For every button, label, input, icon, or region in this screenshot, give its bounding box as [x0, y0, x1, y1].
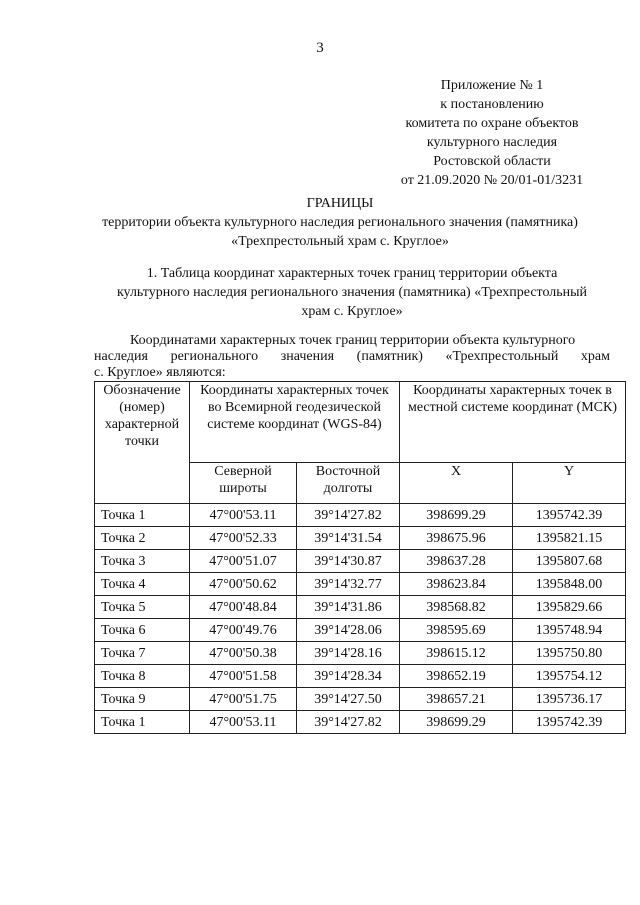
- appendix-line: комитета по охране объектов: [405, 116, 579, 131]
- longitude-cell: 39°14'27.82: [297, 711, 400, 734]
- header-lat: Северной широты: [190, 463, 297, 504]
- table-row: [95, 504, 626, 527]
- point-name-cell: Точка 1: [95, 504, 190, 527]
- appendix-block: [392, 76, 592, 190]
- longitude-cell: 39°14'32.77: [297, 573, 400, 596]
- header-point-label: Обозначение (номер) характерной точки: [95, 382, 190, 504]
- longitude-cell: 39°14'27.82: [297, 504, 400, 527]
- y-coordinate-cell: 1395807.68: [513, 550, 626, 573]
- table-row: [95, 665, 626, 688]
- x-coordinate-cell: 398623.84: [400, 573, 513, 596]
- point-name-cell: Точка 9: [95, 688, 190, 711]
- x-coordinate-cell: 398568.82: [400, 596, 513, 619]
- latitude-cell: 47°00'50.38: [190, 642, 297, 665]
- point-name-cell: Точка 4: [95, 573, 190, 596]
- y-coordinate-cell: 1395748.94: [513, 619, 626, 642]
- table-row: [95, 527, 626, 550]
- title-line: территории объекта культурного наследия регионального значения (памятника): [102, 215, 578, 230]
- section-line: храм с. Круглое»: [301, 304, 403, 319]
- intro-line: с. Круглое» являются:: [94, 365, 226, 380]
- table-row: [95, 642, 626, 665]
- page-number: 3: [316, 40, 324, 56]
- section-line: культурного наследия регионального значения (памятника) «Трехпрестольный: [116, 285, 588, 300]
- point-name-cell: Точка 6: [95, 619, 190, 642]
- y-coordinate-cell: 1395736.17: [513, 688, 626, 711]
- header-lon: Восточной долготы: [297, 463, 400, 504]
- latitude-cell: 47°00'51.58: [190, 665, 297, 688]
- y-coordinate-cell: 1395754.12: [513, 665, 626, 688]
- header-msk-group: Координаты характерных точек в местной системе координат (МСК): [400, 382, 626, 463]
- x-coordinate-cell: 398637.28: [400, 550, 513, 573]
- x-coordinate-cell: 398699.29: [400, 711, 513, 734]
- x-coordinate-cell: 398595.69: [400, 619, 513, 642]
- x-coordinate-cell: 398652.19: [400, 665, 513, 688]
- x-coordinate-cell: 398657.21: [400, 688, 513, 711]
- latitude-cell: 47°00'50.62: [190, 573, 297, 596]
- appendix-line: от 21.09.2020 № 20/01-01/3231: [400, 173, 584, 188]
- longitude-cell: 39°14'31.54: [297, 527, 400, 550]
- latitude-cell: 47°00'53.11: [190, 504, 297, 527]
- y-coordinate-cell: 1395848.00: [513, 573, 626, 596]
- y-coordinate-cell: 1395742.39: [513, 504, 626, 527]
- coordinates-table: [94, 381, 626, 734]
- y-coordinate-cell: 1395829.66: [513, 596, 626, 619]
- point-name-cell: Точка 1: [95, 711, 190, 734]
- document-title: [60, 194, 620, 251]
- point-name-cell: Точка 2: [95, 527, 190, 550]
- intro-paragraph: [94, 333, 610, 381]
- x-coordinate-cell: 398675.96: [400, 527, 513, 550]
- appendix-line: культурного наследия: [426, 135, 558, 150]
- y-coordinate-cell: 1395750.80: [513, 642, 626, 665]
- y-coordinate-cell: 1395821.15: [513, 527, 626, 550]
- section-line: 1. Таблица координат характерных точек границ территории объекта: [146, 266, 558, 281]
- latitude-cell: 47°00'51.07: [190, 550, 297, 573]
- title-heading: ГРАНИЦЫ: [306, 196, 374, 211]
- table-row: [95, 573, 626, 596]
- table-row: [95, 711, 626, 734]
- appendix-line: Приложение № 1: [440, 78, 544, 93]
- table-row: [95, 550, 626, 573]
- point-name-cell: Точка 5: [95, 596, 190, 619]
- longitude-cell: 39°14'28.06: [297, 619, 400, 642]
- table-header-row: [95, 382, 626, 463]
- longitude-cell: 39°14'27.50: [297, 688, 400, 711]
- latitude-cell: 47°00'51.75: [190, 688, 297, 711]
- longitude-cell: 39°14'31.86: [297, 596, 400, 619]
- intro-line: Координатами характерных точек границ территории объекта культурного: [130, 333, 576, 348]
- point-name-cell: Точка 7: [95, 642, 190, 665]
- point-name-cell: Точка 3: [95, 550, 190, 573]
- appendix-line: Ростовской области: [433, 154, 551, 169]
- longitude-cell: 39°14'28.16: [297, 642, 400, 665]
- x-coordinate-cell: 398699.29: [400, 504, 513, 527]
- header-x: X: [400, 463, 513, 504]
- header-y: Y: [513, 463, 626, 504]
- longitude-cell: 39°14'30.87: [297, 550, 400, 573]
- point-name-cell: Точка 8: [95, 665, 190, 688]
- section-heading: [86, 264, 618, 321]
- latitude-cell: 47°00'53.11: [190, 711, 297, 734]
- appendix-line: к постановлению: [440, 97, 544, 112]
- longitude-cell: 39°14'28.34: [297, 665, 400, 688]
- intro-line: наследия регионального значения (памятник) «Трехпрестольный храм: [94, 349, 610, 364]
- title-line: «Трехпрестольный храм с. Круглое»: [231, 234, 449, 249]
- table-row: [95, 596, 626, 619]
- x-coordinate-cell: 398615.12: [400, 642, 513, 665]
- latitude-cell: 47°00'52.33: [190, 527, 297, 550]
- y-coordinate-cell: 1395742.39: [513, 711, 626, 734]
- header-wgs-group: Координаты характерных точек во Всемирной геодезической системе координат (WGS-84): [190, 382, 400, 463]
- latitude-cell: 47°00'49.76: [190, 619, 297, 642]
- table-row: [95, 688, 626, 711]
- table-row: [95, 619, 626, 642]
- latitude-cell: 47°00'48.84: [190, 596, 297, 619]
